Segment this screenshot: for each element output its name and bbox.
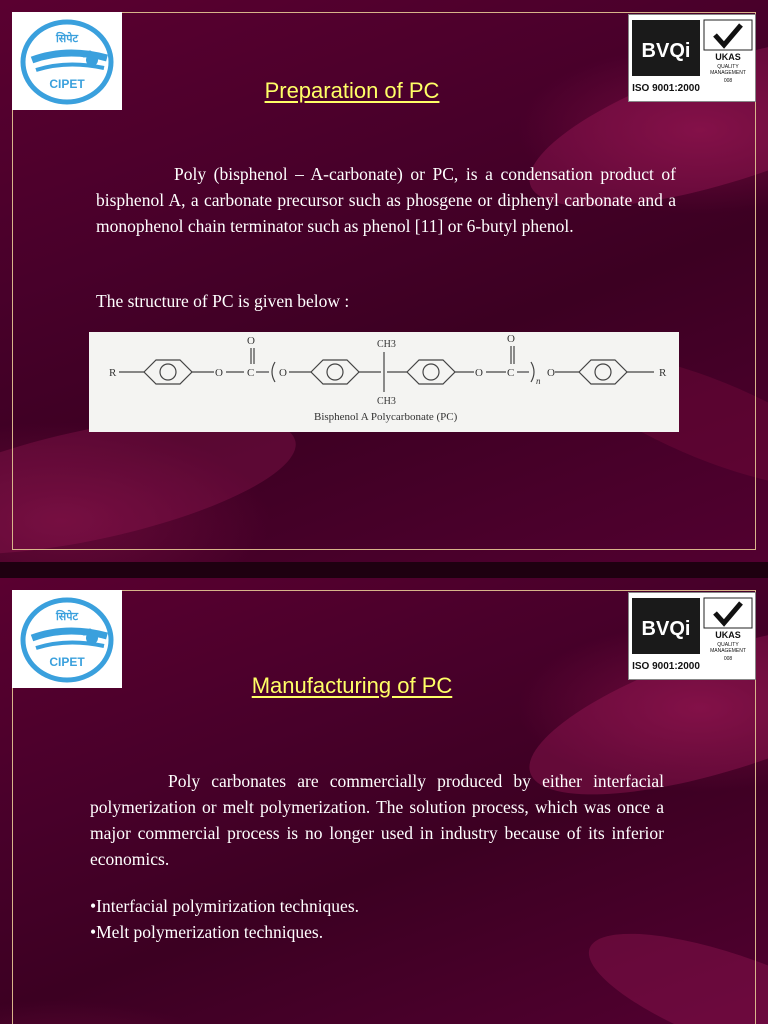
methyl-bottom: CH3	[377, 396, 396, 407]
slide-title: Preparation of PC	[264, 78, 440, 103]
paragraph	[90, 768, 664, 872]
slide-title: Manufacturing of PC	[251, 673, 453, 698]
svg-text:008: 008	[723, 78, 733, 84]
ukas-label: UKAS	[715, 52, 741, 62]
svg-text:O: O	[215, 367, 223, 379]
certification-logos	[628, 592, 756, 680]
svg-text:O: O	[475, 367, 483, 379]
svg-text:008: 008	[723, 656, 733, 662]
svg-text:C: C	[247, 367, 255, 379]
bvqi-brand: BVQi	[641, 618, 691, 640]
methyl-top: CH3	[377, 339, 396, 350]
svg-text:MANAGEMENT: MANAGEMENT	[710, 648, 746, 654]
pc-structure-figure	[89, 332, 679, 432]
svg-text:O: O	[507, 333, 515, 345]
svg-text:MANAGEMENT: MANAGEMENT	[710, 70, 746, 76]
svg-text:O: O	[547, 367, 555, 379]
svg-text:O: O	[247, 335, 255, 347]
svg-text:O: O	[279, 367, 287, 379]
repeat-n: n	[536, 376, 541, 386]
slide-separator	[0, 562, 768, 578]
logo-hindi-text: सिपेट	[55, 32, 79, 45]
logo-hindi-text: सिपेट	[55, 610, 79, 623]
logo-text: CIPET	[49, 655, 85, 669]
bullet-item: •Interfacial polymirization techniques.	[90, 896, 360, 916]
paragraph	[96, 161, 676, 239]
bvqi-brand: BVQi	[641, 40, 691, 62]
r-group-right: R	[659, 367, 667, 379]
structure-intro: The structure of PC is given below :	[96, 291, 350, 311]
svg-text:QUALITY: QUALITY	[717, 642, 739, 648]
svg-text:QUALITY: QUALITY	[717, 64, 739, 70]
bullet-item: •Melt polymerization techniques.	[90, 922, 324, 942]
iso-label: ISO 9001:2000	[632, 661, 700, 672]
r-group-left: R	[109, 367, 117, 379]
structure-caption: Bisphenol A Polycarbonate (PC)	[314, 411, 458, 423]
paragraph-text: Poly carbonates are commercially produced by either interfacial polymerization or melt polymerization. The solution process, which was once a major commercial process is no longer used in industry because of its inferior economics.	[90, 771, 664, 869]
svg-text:C: C	[507, 367, 515, 379]
iso-label: ISO 9001:2000	[632, 83, 700, 94]
slide-manufacturing	[0, 578, 768, 1024]
paragraph-text: Poly (bisphenol – A-carbonate) or PC, is a condensation product of bisphenol A, a carbonate precursor such as phosgene or diphenyl carbonate and a monophenol chain terminator such as phenol [11] or 6-butyl phenol.	[96, 164, 676, 236]
ukas-label: UKAS	[715, 630, 741, 640]
logo-text: CIPET	[49, 77, 85, 91]
